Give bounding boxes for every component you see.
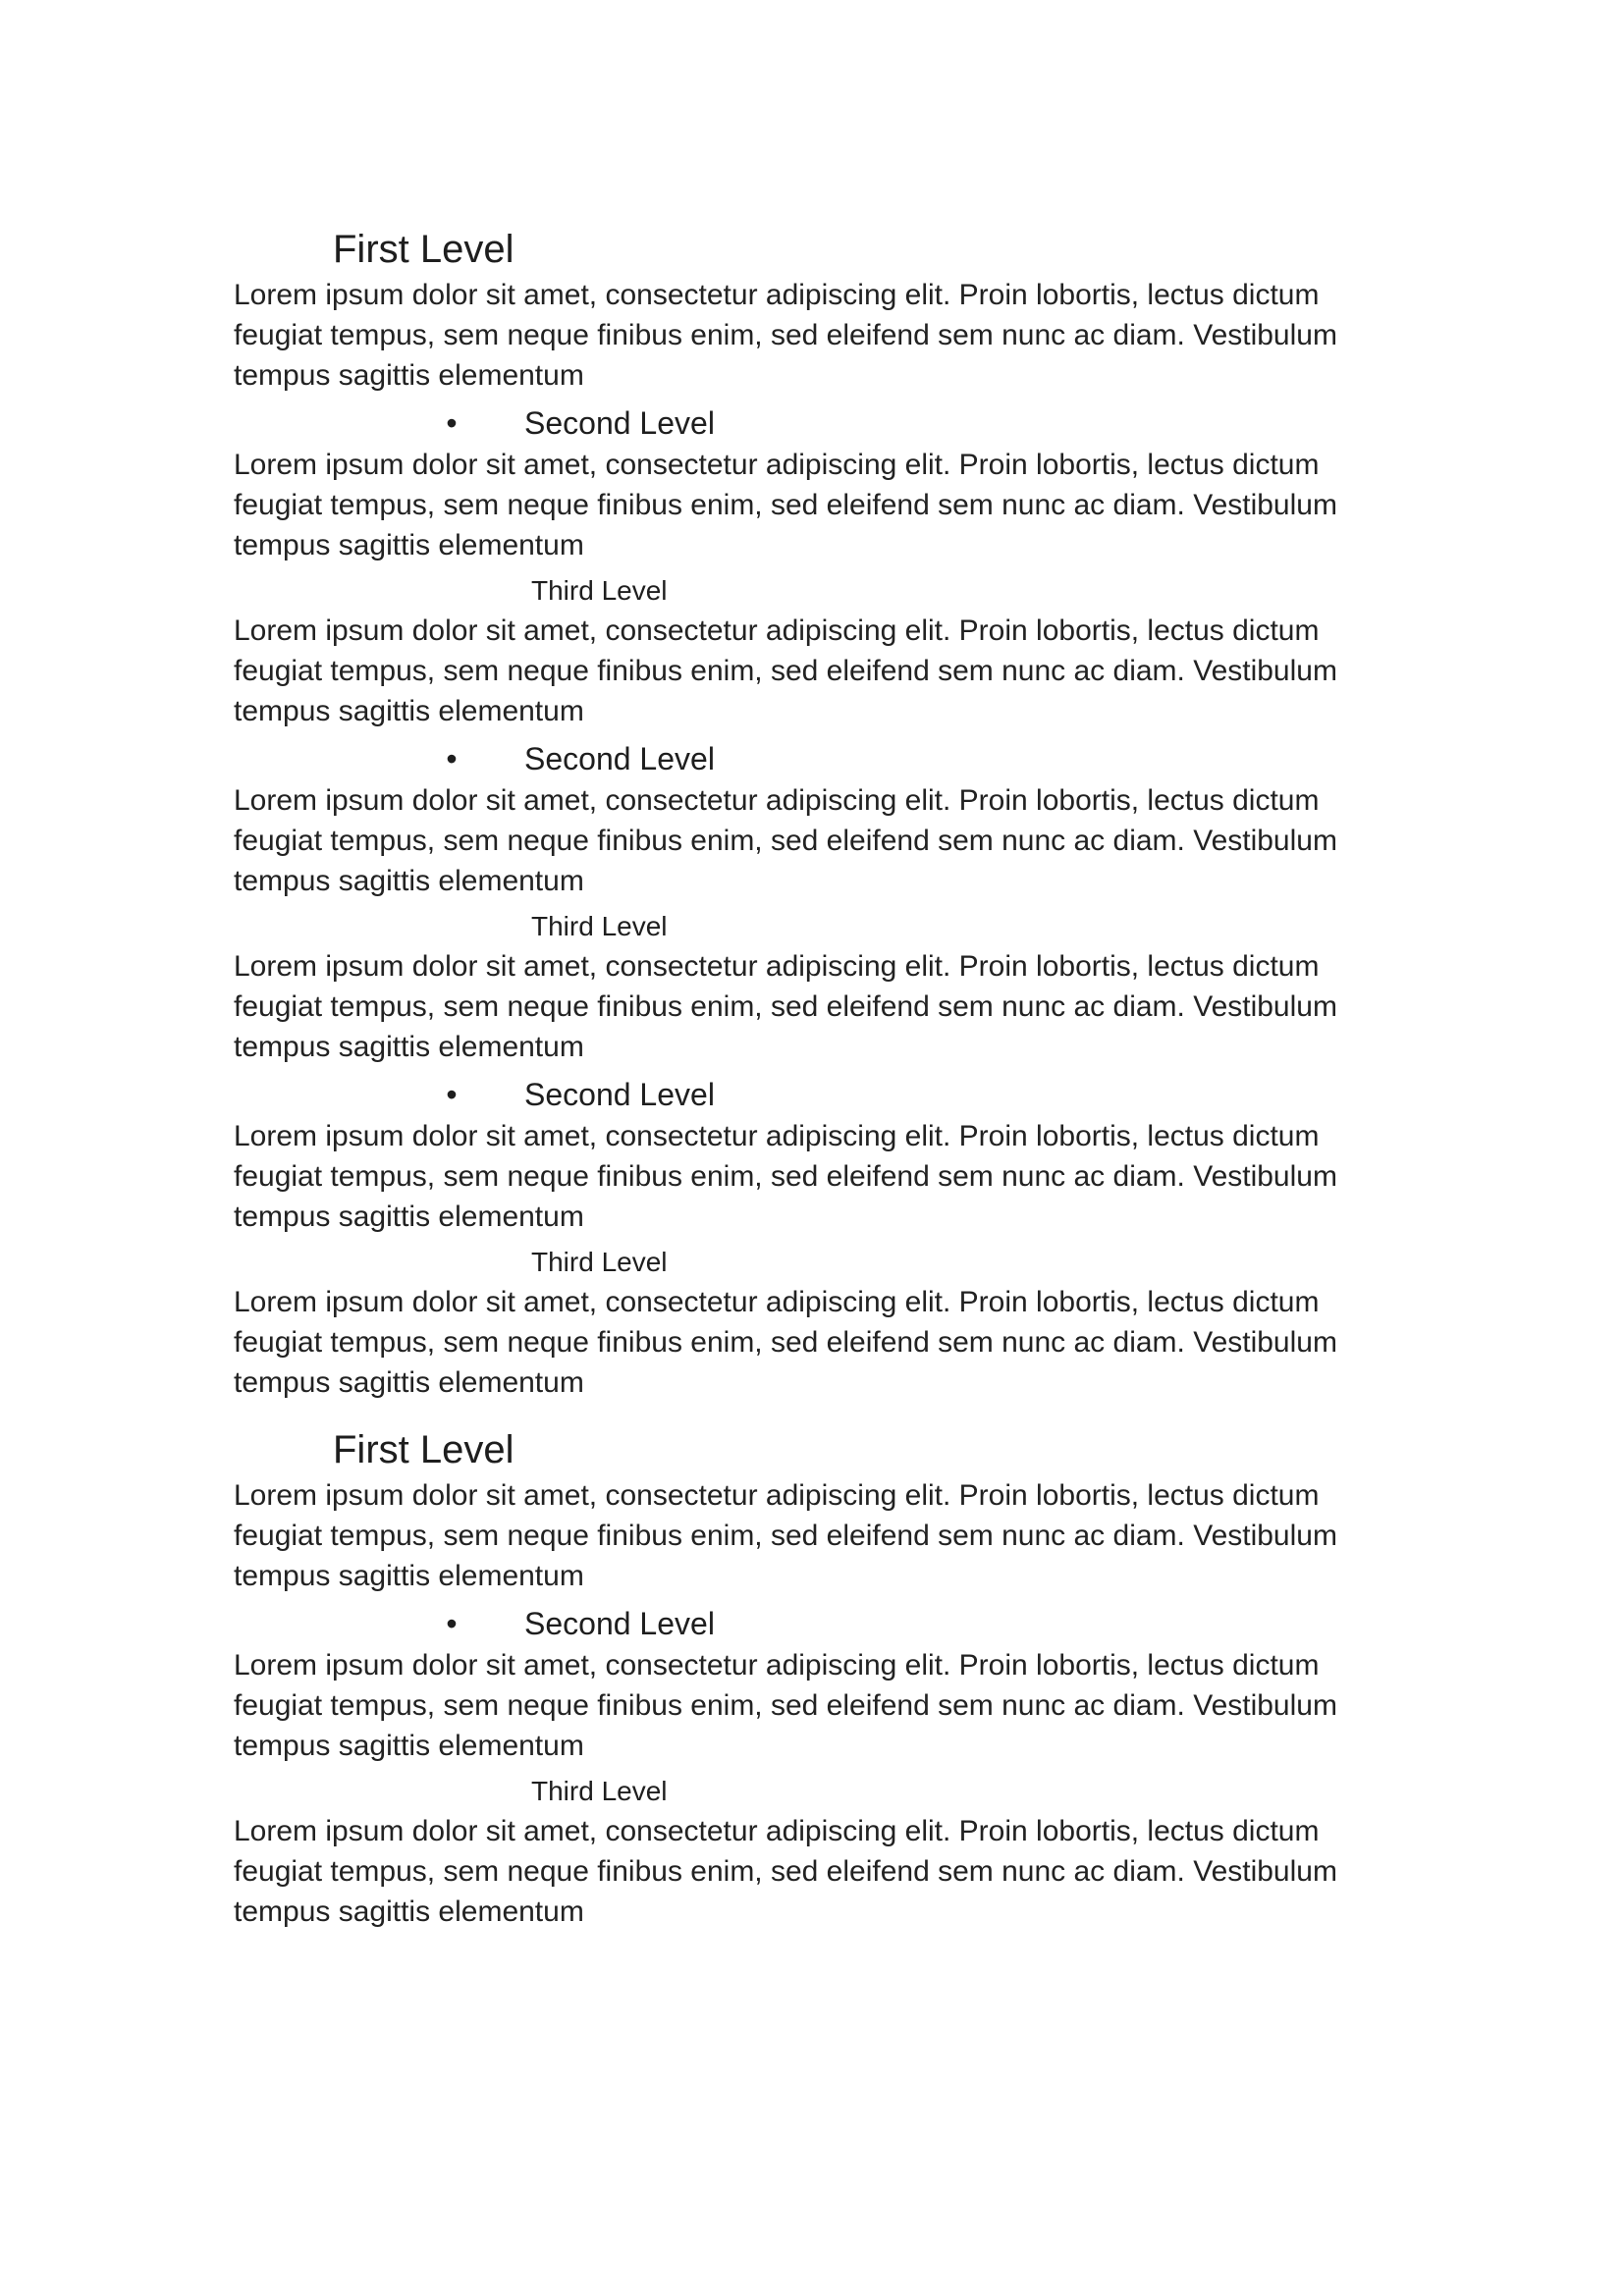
second-level-heading [234, 1075, 1392, 1114]
bullet-icon: • [446, 741, 458, 776]
first-level-paragraph: Lorem ipsum dolor sit amet, consectetur adipiscing elit. Proin lobortis, lectus dictum feugiat tempus, sem neque finibus enim, sed eleifend sem nunc ac diam. Vestibulum tempus sagittis elementum [234, 279, 1337, 392]
second-level-paragraph: Lorem ipsum dolor sit amet, consectetur adipiscing elit. Proin lobortis, lectus dictum feugiat tempus, sem neque finibus enim, sed eleifend sem nunc ac diam. Vestibulum tempus sagittis elementum [234, 1120, 1337, 1233]
section-spacer [234, 1403, 1392, 1426]
section-2 [234, 1426, 1392, 1932]
third-level-paragraph: Lorem ipsum dolor sit amet, consectetur adipiscing elit. Proin lobortis, lectus dictum feugiat tempus, sem neque finibus enim, sed eleifend sem nunc ac diam. Vestibulum tempus sagittis elementum [234, 1815, 1337, 1928]
bullet-icon: • [446, 1606, 458, 1641]
second-level-heading [234, 1604, 1392, 1643]
third-level-heading: Third Level [531, 1247, 668, 1277]
second-level-paragraph: Lorem ipsum dolor sit amet, consectetur adipiscing elit. Proin lobortis, lectus dictum feugiat tempus, sem neque finibus enim, sed eleifend sem nunc ac diam. Vestibulum tempus sagittis elementum [234, 449, 1337, 561]
third-level-paragraph: Lorem ipsum dolor sit amet, consectetur adipiscing elit. Proin lobortis, lectus dictum feugiat tempus, sem neque finibus enim, sed eleifend sem nunc ac diam. Vestibulum tempus sagittis elementum [234, 950, 1337, 1063]
first-level-paragraph: Lorem ipsum dolor sit amet, consectetur adipiscing elit. Proin lobortis, lectus dictum feugiat tempus, sem neque finibus enim, sed eleifend sem nunc ac diam. Vestibulum tempus sagittis elementum [234, 1479, 1337, 1592]
first-level-heading: First Level [333, 228, 514, 271]
second-level-heading [234, 739, 1392, 778]
second-level-heading-text: Second Level [524, 405, 715, 441]
third-level-heading: Third Level [531, 1776, 668, 1806]
document-body [234, 226, 1392, 1932]
bullet-icon: • [446, 1077, 458, 1112]
second-level-paragraph: Lorem ipsum dolor sit amet, consectetur adipiscing elit. Proin lobortis, lectus dictum feugiat tempus, sem neque finibus enim, sed eleifend sem nunc ac diam. Vestibulum tempus sagittis elementum [234, 1649, 1337, 1762]
second-level-paragraph: Lorem ipsum dolor sit amet, consectetur adipiscing elit. Proin lobortis, lectus dictum feugiat tempus, sem neque finibus enim, sed eleifend sem nunc ac diam. Vestibulum tempus sagittis elementum [234, 784, 1337, 897]
third-level-paragraph: Lorem ipsum dolor sit amet, consectetur adipiscing elit. Proin lobortis, lectus dictum feugiat tempus, sem neque finibus enim, sed eleifend sem nunc ac diam. Vestibulum tempus sagittis elementum [234, 1286, 1337, 1399]
second-level-heading-text: Second Level [524, 741, 715, 776]
third-level-paragraph: Lorem ipsum dolor sit amet, consectetur adipiscing elit. Proin lobortis, lectus dictum feugiat tempus, sem neque finibus enim, sed eleifend sem nunc ac diam. Vestibulum tempus sagittis elementum [234, 614, 1337, 727]
third-level-heading: Third Level [531, 575, 668, 606]
second-level-heading-text: Second Level [524, 1077, 715, 1112]
section-1 [234, 226, 1392, 1403]
second-level-heading [234, 403, 1392, 443]
bullet-icon: • [446, 405, 458, 441]
second-level-heading-text: Second Level [524, 1606, 715, 1641]
third-level-heading: Third Level [531, 911, 668, 941]
first-level-heading: First Level [333, 1428, 514, 1471]
